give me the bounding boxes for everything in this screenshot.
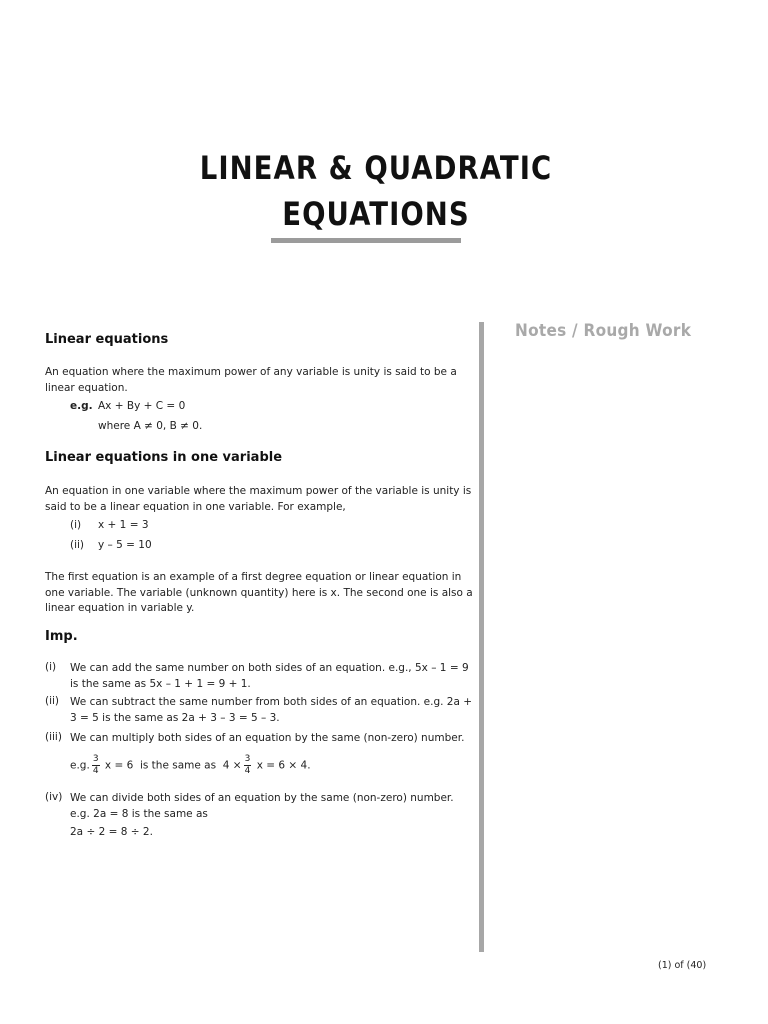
fraction-example-result: x = 6 × 4.: [256, 759, 311, 772]
fraction-three-quarters: [92, 754, 100, 777]
imp-item-number: (iv): [45, 791, 63, 803]
example-condition: where A ≠ 0, B ≠ 0.: [98, 420, 203, 432]
page-title-line2: EQUATIONS: [282, 195, 470, 233]
fraction-example-multiplier: 4 ×: [222, 759, 242, 772]
fraction-denominator: 4: [92, 766, 99, 776]
example-number: (ii): [70, 539, 85, 551]
fraction-example-equation: x = 6: [104, 759, 134, 772]
imp-item-text: We can divide both sides of an equation by the same (non-zero) number. e.g. 2a = 8 is the same as: [70, 792, 454, 820]
section-text-one-variable-2: The first equation is an example of a first degree equation or linear equation in one variable. The variable (unknown quantity) here is x. The second one is also a linear equation in variable y.: [45, 571, 473, 614]
page-title-line1: LINEAR & QUADRATIC: [199, 149, 553, 187]
fraction-example: [70, 754, 311, 777]
example-label: e.g.: [70, 400, 93, 412]
example-equation: x + 1 = 3: [98, 519, 149, 531]
example-equation: Ax + By + C = 0: [98, 400, 186, 412]
page-number: (1) of (40): [658, 960, 707, 971]
imp-item-text: We can multiply both sides of an equation by the same (non-zero) number.: [70, 732, 465, 744]
fraction-three-quarters: [244, 754, 252, 777]
example-equation: y – 5 = 10: [98, 539, 152, 551]
fraction-example-prefix: e.g.: [70, 759, 90, 772]
section-heading-one-variable: Linear equations in one variable: [45, 450, 283, 465]
division-example: 2a ÷ 2 = 8 ÷ 2.: [70, 826, 153, 838]
column-divider: [479, 322, 484, 952]
imp-item-number: (i): [45, 661, 57, 673]
imp-heading: Imp.: [45, 629, 78, 644]
section-heading-linear-equations: Linear equations: [45, 332, 169, 347]
imp-item-number: (ii): [45, 695, 60, 707]
fraction-denominator: 4: [244, 766, 251, 776]
imp-item-text: We can add the same number on both sides of an equation. e.g., 5x – 1 = 9 is the same as 5x – 1 + 1 = 9 + 1.: [70, 662, 469, 690]
imp-item-number: (iii): [45, 731, 62, 743]
title-underline: [271, 238, 461, 243]
section-text-linear-equations: An equation where the maximum power of any variable is unity is said to be a linear equation.: [45, 366, 457, 394]
imp-item-text: We can subtract the same number from both sides of an equation. e.g. 2a + 3 = 5 is the same as 2a + 3 – 3 = 5 – 3.: [70, 696, 473, 724]
fraction-numerator: 3: [244, 754, 251, 764]
section-text-one-variable: An equation in one variable where the maximum power of the variable is unity is said to be a linear equation in one variable. For example,: [45, 485, 472, 513]
example-number: (i): [70, 519, 82, 531]
fraction-numerator: 3: [92, 754, 99, 764]
fraction-example-connector: is the same as: [139, 759, 217, 772]
notes-heading: Notes / Rough Work: [515, 321, 692, 341]
